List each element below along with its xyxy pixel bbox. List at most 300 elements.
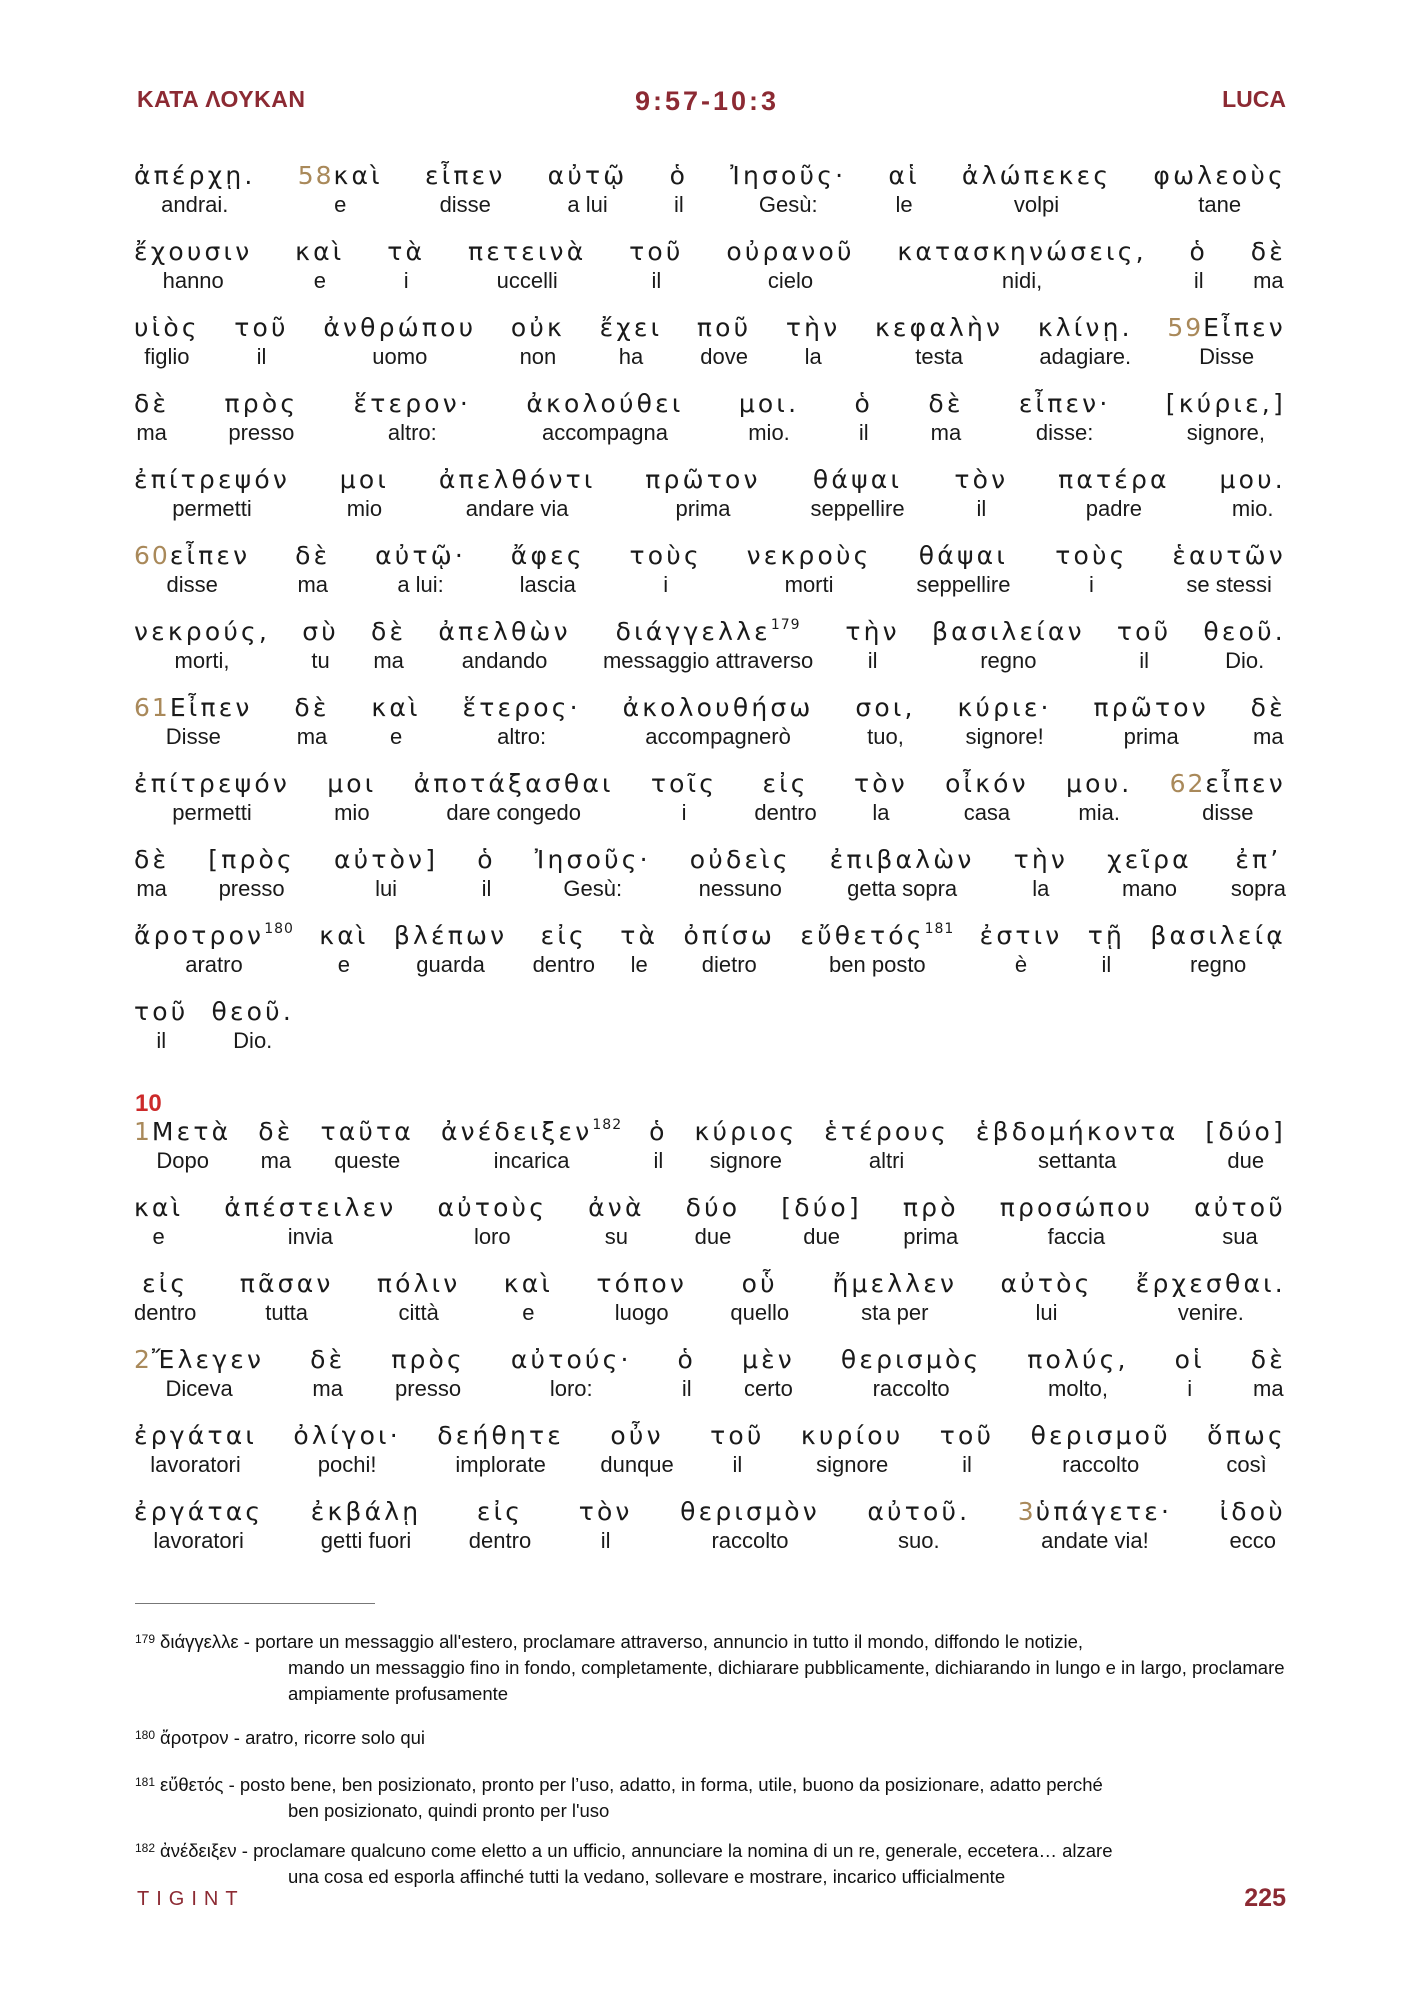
italian-gloss: i <box>1187 1376 1193 1401</box>
greek-word <box>845 616 899 648</box>
greek-text: αὐτούς· <box>510 1345 632 1374</box>
italian-gloss: Gesù: <box>758 192 818 217</box>
greek-word <box>134 160 256 192</box>
footnote-number: 181 <box>135 1775 156 1789</box>
word-pair <box>1251 692 1286 750</box>
italian-gloss: la <box>872 800 890 825</box>
greek-word <box>678 1344 697 1376</box>
footnote-number: 182 <box>135 1841 156 1855</box>
italian-gloss: altro: <box>387 420 437 445</box>
word-pair <box>258 1116 293 1174</box>
italian-gloss: il <box>1193 268 1204 293</box>
word-pair <box>134 388 169 446</box>
word-pair <box>801 1420 904 1478</box>
greek-text: βασιλείαν <box>931 617 1085 646</box>
italian-gloss: ecco <box>1229 1528 1276 1553</box>
greek-text: πρῶτον <box>645 465 761 494</box>
greek-text: οὐδεὶς <box>689 845 791 874</box>
greek-text: καὶ <box>134 1193 184 1222</box>
greek-word <box>441 1116 622 1148</box>
italian-gloss: presso <box>395 1376 462 1401</box>
greek-word <box>742 1344 795 1376</box>
word-pair <box>855 692 915 750</box>
greek-word <box>645 464 760 496</box>
word-pair <box>623 692 814 750</box>
word-pair <box>319 920 368 978</box>
italian-gloss: morti <box>784 572 834 597</box>
word-pair <box>600 312 663 370</box>
italian-gloss: nidi, <box>1001 268 1043 293</box>
interlinear-line <box>134 160 1286 218</box>
greek-word <box>1172 540 1286 572</box>
word-pair <box>1058 464 1170 522</box>
greek-text: ἐπίτρεψόν <box>134 465 291 494</box>
word-pair <box>940 1420 994 1478</box>
greek-text: δὲ <box>295 541 331 570</box>
interlinear-line <box>134 1344 1286 1402</box>
italian-gloss: dentro <box>468 1528 532 1553</box>
greek-text: εἶπεν· <box>1018 389 1111 418</box>
greek-text: θερισμὸς <box>840 1345 982 1374</box>
greek-text: δὲ <box>1250 237 1286 266</box>
word-pair <box>1014 844 1068 902</box>
word-pair <box>320 1116 414 1174</box>
footnote-181 <box>135 1769 1285 1824</box>
greek-text: θερισμὸν <box>680 1497 820 1526</box>
word-pair <box>1018 1496 1172 1554</box>
greek-text: κατασκηνώσεις, <box>897 237 1147 266</box>
italian-gloss: il <box>867 648 878 673</box>
greek-word <box>1058 464 1170 496</box>
word-pair <box>1117 616 1171 674</box>
greek-word <box>867 1496 970 1528</box>
greek-text: θεοῦ. <box>1203 617 1286 646</box>
greek-text: ἔρχεσθαι. <box>1135 1269 1286 1298</box>
italian-gloss: dare congedo <box>446 800 581 825</box>
italian-gloss: Dopo <box>156 1148 209 1173</box>
greek-text: πρὸς <box>391 1345 465 1374</box>
italian-gloss: andrai. <box>161 192 229 217</box>
word-pair <box>134 1116 231 1174</box>
greek-text: πόλιν <box>376 1269 461 1298</box>
greek-word <box>742 1268 778 1300</box>
greek-word <box>1205 1116 1286 1148</box>
italian-gloss: lavoratori <box>150 1452 241 1477</box>
greek-text: ἔχουσιν <box>134 237 253 266</box>
word-pair <box>588 1192 645 1250</box>
word-pair <box>690 844 791 902</box>
greek-text: ἀπελθὼν <box>438 617 571 646</box>
greek-text: ἀνὰ <box>588 1193 645 1222</box>
word-pair <box>463 692 581 750</box>
italian-gloss: ma <box>136 876 167 901</box>
greek-text: ὀπίσω <box>683 921 776 950</box>
italian-gloss: volpi <box>1013 192 1060 217</box>
greek-word <box>801 1420 904 1452</box>
greek-text: ἑβδομήκοντα <box>975 1117 1179 1146</box>
word-pair <box>980 920 1063 978</box>
footnote-ref[interactable]: 182 <box>592 1117 623 1133</box>
greek-word <box>134 1116 231 1148</box>
greek-word <box>1000 1192 1153 1224</box>
greek-text: τοὺς <box>1055 541 1128 570</box>
word-pair <box>295 540 330 598</box>
running-header-greek: ΚΑΤΑ ΛΟΥΚΑΝ <box>137 86 306 112</box>
greek-word <box>739 388 799 420</box>
word-pair <box>854 768 908 826</box>
word-pair <box>781 1192 862 1250</box>
interlinear-line <box>134 768 1286 826</box>
greek-text: προσώπου <box>999 1193 1154 1222</box>
greek-word <box>541 920 587 952</box>
greek-text: τοὺς <box>629 541 702 570</box>
italian-gloss: settanta <box>1038 1148 1117 1173</box>
greek-text: ἀκολουθήσω <box>622 693 814 722</box>
verse-number: 3 <box>1017 1497 1036 1526</box>
italian-gloss: Dio. <box>1225 648 1265 673</box>
greek-word <box>134 1420 257 1452</box>
interlinear-line <box>134 1192 1286 1250</box>
word-pair <box>932 616 1085 674</box>
word-pair <box>134 1192 183 1250</box>
greek-word <box>629 236 683 268</box>
greek-text: Ἰησοῦς· <box>534 845 651 874</box>
word-pair <box>323 312 476 370</box>
italian-gloss: loro: <box>549 1376 593 1401</box>
word-pair <box>1190 236 1209 294</box>
greek-word <box>697 312 751 344</box>
word-pair <box>1107 844 1192 902</box>
footnote-ref[interactable]: 180 <box>264 921 294 937</box>
greek-word <box>1220 1496 1286 1528</box>
greek-word <box>511 540 585 572</box>
greek-word <box>579 1496 633 1528</box>
greek-text: ἀποτάξασθαι <box>413 769 614 798</box>
greek-text: ἄφες <box>510 541 585 570</box>
word-pair <box>1000 1192 1153 1250</box>
footnote-number: 179 <box>135 1632 156 1646</box>
greek-text: πᾶσαν <box>239 1269 334 1298</box>
word-pair <box>875 312 1003 370</box>
word-pair <box>234 312 288 370</box>
footnote-continuation: ben posizionato, quindi pronto per l'uso <box>288 1800 610 1821</box>
greek-text: ἀνέδειξεν <box>440 1117 593 1146</box>
greek-word <box>954 464 1008 496</box>
word-pair <box>1205 1116 1286 1174</box>
word-pair <box>730 160 846 218</box>
word-pair <box>375 540 466 598</box>
word-pair <box>134 464 290 522</box>
greek-text: τοῦ <box>1116 617 1172 646</box>
italian-gloss: ha <box>618 344 644 369</box>
greek-word <box>298 160 383 192</box>
greek-word <box>1055 540 1127 572</box>
word-pair <box>240 1268 334 1326</box>
footnote-ref[interactable]: 181 <box>924 921 955 937</box>
italian-gloss: queste <box>334 1148 401 1173</box>
word-pair <box>414 768 614 826</box>
word-pair <box>394 920 507 978</box>
italian-gloss: dove <box>700 344 748 369</box>
italian-gloss: dunque <box>600 1452 674 1477</box>
greek-word <box>824 1116 949 1148</box>
italian-gloss: i <box>681 800 687 825</box>
greek-text: νεκροὺς <box>746 541 872 570</box>
greek-text: εἰς <box>142 1269 189 1298</box>
verse-number: 60 <box>134 541 170 570</box>
greek-text: καὶ <box>333 161 383 190</box>
greek-text: δὲ <box>928 389 964 418</box>
greek-text: δεήθητε <box>437 1421 564 1450</box>
greek-word <box>1066 768 1132 800</box>
word-pair <box>134 236 252 294</box>
greek-text: πετεινὰ <box>467 237 587 266</box>
italian-gloss: presso <box>218 876 285 901</box>
greek-word <box>334 844 438 876</box>
interlinear-line <box>134 844 1286 902</box>
italian-gloss: ma <box>930 420 962 445</box>
italian-gloss: figlio <box>144 344 190 369</box>
greek-word <box>391 1344 465 1376</box>
italian-gloss: raccolto <box>1062 1452 1140 1477</box>
word-pair <box>888 160 919 218</box>
italian-gloss: il <box>1139 648 1149 673</box>
greek-text: τὸν <box>954 465 1009 494</box>
italian-gloss: il <box>858 420 869 445</box>
greek-word <box>976 1116 1179 1148</box>
italian-gloss: sta per <box>861 1300 929 1325</box>
greek-text: πρὸ <box>902 1193 959 1222</box>
greek-word <box>1150 920 1286 952</box>
italian-gloss: tu <box>311 648 330 673</box>
greek-word <box>1027 1344 1128 1376</box>
greek-word <box>1038 312 1133 344</box>
word-pair <box>958 692 1052 750</box>
footer-publisher: TIGINT <box>137 1888 245 1910</box>
greek-text: αὐτῷ <box>547 161 628 190</box>
greek-text: νεκρούς, <box>134 617 271 646</box>
word-pair <box>441 1116 622 1174</box>
greek-text: ἀπέρχῃ. <box>134 161 256 190</box>
word-pair <box>1001 1268 1093 1326</box>
italian-gloss: ma <box>1253 724 1284 749</box>
greek-text: κυρίου <box>800 1421 904 1450</box>
greek-text: μοι. <box>738 389 800 418</box>
greek-word <box>855 692 915 724</box>
greek-text: εἶπεν <box>1205 769 1286 798</box>
greek-word <box>1190 236 1209 268</box>
greek-word <box>208 844 295 876</box>
greek-text: οἱ <box>1174 1345 1205 1374</box>
italian-gloss: lavoratori <box>153 1528 244 1553</box>
italian-gloss: loro <box>473 1224 511 1249</box>
greek-word <box>1001 1268 1093 1300</box>
word-pair <box>649 1116 668 1174</box>
greek-text: ὁ <box>1189 237 1208 266</box>
greek-word <box>695 1116 798 1148</box>
greek-word <box>1251 1344 1286 1376</box>
italian-gloss: la <box>804 344 822 369</box>
word-pair <box>377 1268 461 1326</box>
greek-word <box>683 920 775 952</box>
italian-gloss: ma <box>260 1148 292 1173</box>
interlinear-line <box>134 1116 1286 1174</box>
word-pair <box>211 996 294 1054</box>
greek-text: χεῖρα <box>1107 845 1192 874</box>
greek-text: διάγγελλε <box>615 617 771 646</box>
interlinear-line <box>134 388 1286 446</box>
greek-word <box>962 160 1111 192</box>
greek-text: ἰδοὺ <box>1219 1497 1286 1526</box>
word-pair <box>754 768 816 826</box>
greek-word <box>295 540 330 572</box>
greek-text: δὲ <box>134 845 170 874</box>
word-pair <box>526 388 683 446</box>
greek-text: τοῦ <box>134 997 189 1026</box>
greek-text: φωλεοὺς <box>1153 161 1286 190</box>
greek-word <box>686 1192 741 1224</box>
greek-text: ἀπέστειλεν <box>224 1193 397 1222</box>
greek-word <box>511 312 565 344</box>
footnote-text: εὔθετός - posto bene, ben posizionato, pronto per l’uso, adatto, in forma, utile, buono da posizionare, adatto perché <box>160 1774 1103 1795</box>
italian-gloss: a lui: <box>397 572 444 597</box>
greek-word <box>439 464 596 496</box>
word-pair <box>962 160 1111 218</box>
greek-text: αὐτῷ· <box>375 541 466 570</box>
greek-word <box>1251 692 1286 724</box>
italian-gloss: mano <box>1121 876 1177 901</box>
italian-gloss: Disse <box>165 724 221 749</box>
italian-gloss: sopra <box>1230 876 1286 901</box>
greek-word <box>377 1268 461 1300</box>
greek-text: Ἔλεγεν <box>151 1345 265 1374</box>
greek-text: εὔθετός <box>800 921 925 950</box>
italian-gloss: andando <box>461 648 548 673</box>
word-pair <box>678 1344 697 1402</box>
greek-text: αὐτοὺς <box>437 1193 548 1222</box>
italian-gloss: disse <box>439 192 491 217</box>
italian-gloss: seppellire <box>810 496 905 521</box>
greek-text: μοι <box>327 769 377 798</box>
greek-word <box>932 616 1085 648</box>
greek-word <box>730 160 846 192</box>
greek-text: ἀνθρώπου <box>323 313 477 342</box>
running-header-italian: LUCA <box>1222 86 1286 112</box>
greek-text: ἑαυτῶν <box>1172 541 1286 570</box>
greek-text: αὐτὸς <box>1000 1269 1093 1298</box>
greek-text: δὲ <box>1250 693 1286 722</box>
greek-word <box>394 920 507 952</box>
greek-word <box>855 388 874 420</box>
greek-word <box>371 692 420 724</box>
greek-word <box>610 1420 663 1452</box>
italian-gloss: e <box>334 192 347 217</box>
word-pair <box>670 160 689 218</box>
greek-text: υἱὸς <box>134 313 200 342</box>
greek-text: δὲ <box>310 1345 346 1374</box>
greek-text: ἐργάτας <box>134 1497 264 1526</box>
word-pair <box>897 236 1146 294</box>
greek-word <box>747 540 872 572</box>
italian-gloss: aratro <box>185 952 243 977</box>
word-pair <box>1019 388 1111 446</box>
footnote-ref[interactable]: 179 <box>770 617 801 633</box>
word-pair <box>867 1496 970 1554</box>
italian-gloss: mio <box>334 800 370 825</box>
italian-gloss: molto, <box>1048 1376 1108 1401</box>
word-pair <box>533 920 595 978</box>
italian-gloss: invia <box>287 1224 333 1249</box>
greek-word <box>596 1268 687 1300</box>
word-pair <box>928 388 963 446</box>
greek-text: βασιλείᾳ <box>1150 921 1286 950</box>
greek-text: ποῦ <box>696 313 752 342</box>
greek-word <box>548 160 628 192</box>
greek-text: οἶκόν <box>945 769 1029 798</box>
greek-text: εἶπεν <box>424 161 506 190</box>
greek-word <box>134 768 290 800</box>
italian-gloss: altro: <box>497 724 547 749</box>
italian-gloss: venire. <box>1177 1300 1244 1325</box>
footnote-continuation: mando un messaggio fino in fondo, completamente, dichiarare pubblicamente, dichiarando in lungo e in largo, proclamare ampiamente profusamente <box>288 1657 1285 1704</box>
greek-word <box>616 616 801 648</box>
greek-text: θερισμοῦ <box>1030 1421 1171 1450</box>
greek-text: ἑτέρους <box>824 1117 949 1146</box>
italian-gloss: sua <box>1222 1224 1258 1249</box>
greek-text: καὶ <box>371 693 421 722</box>
italian-gloss: testa <box>915 344 963 369</box>
word-pair <box>596 1268 687 1326</box>
greek-word <box>340 464 389 496</box>
greek-text: τοῦ <box>939 1421 995 1450</box>
greek-text: θάψαι <box>812 465 903 494</box>
word-pair <box>739 388 799 446</box>
greek-word <box>919 540 1008 572</box>
word-pair <box>630 540 702 598</box>
greek-word <box>813 464 902 496</box>
greek-word <box>1175 1344 1205 1376</box>
italian-gloss: due <box>1227 1148 1265 1173</box>
greek-text: τόπον <box>596 1269 688 1298</box>
greek-word <box>371 616 406 648</box>
word-pair <box>1172 540 1286 598</box>
footnote-text: διάγγελλε - portare un messaggio all'estero, proclamare attraverso, annuncio in tutto il mondo, diffondo le notizie, <box>160 1631 1084 1652</box>
greek-text: δὲ <box>294 693 330 722</box>
greek-text: εἰς <box>762 769 809 798</box>
greek-text: ὁ <box>854 389 874 418</box>
italian-gloss: ma <box>1253 1376 1284 1401</box>
greek-word <box>1136 1268 1286 1300</box>
verse-number: 62 <box>1169 769 1206 798</box>
word-pair <box>208 844 295 902</box>
greek-word <box>832 1268 957 1300</box>
greek-word <box>1219 464 1285 496</box>
italian-gloss: padre <box>1085 496 1143 521</box>
italian-gloss: pochi! <box>317 1452 377 1477</box>
italian-gloss: presso <box>228 420 295 445</box>
greek-word <box>1019 388 1111 420</box>
word-pair <box>954 464 1008 522</box>
word-pair <box>1150 920 1286 978</box>
footnote-divider <box>135 1603 375 1604</box>
greek-text: δὲ <box>134 389 170 418</box>
greek-word <box>134 236 252 268</box>
greek-text: κεφαλὴν <box>874 313 1004 342</box>
italian-gloss: andare via <box>465 496 569 521</box>
word-pair <box>680 1496 820 1554</box>
greek-word <box>1094 692 1209 724</box>
word-pair <box>134 692 253 750</box>
